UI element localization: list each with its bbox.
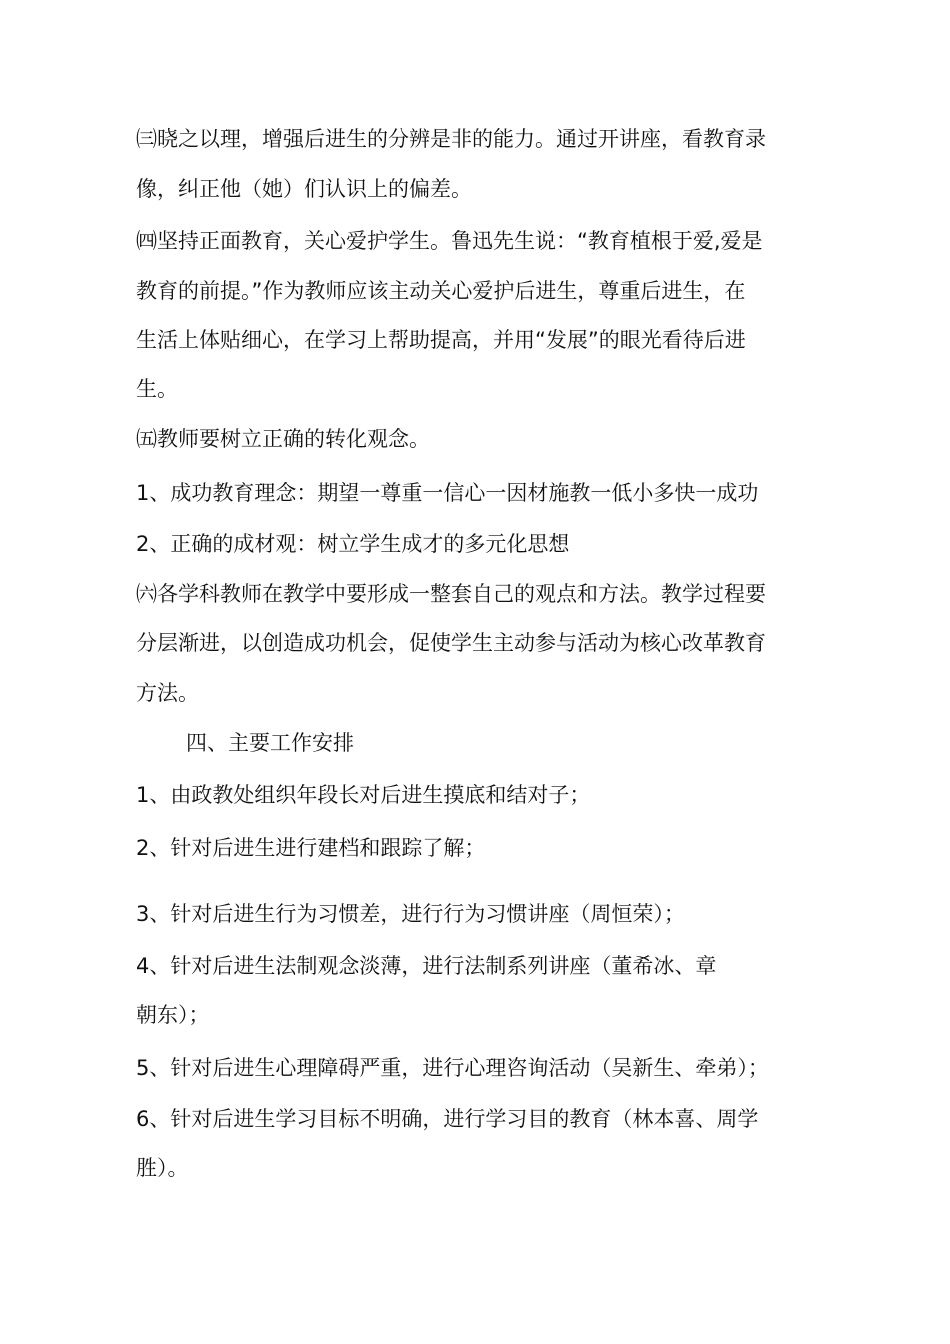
paragraph-5-line-1: ㈤教师要树立正确的转化观念。: [136, 427, 430, 451]
paragraph-6-line-3: 方法。: [136, 681, 199, 705]
work-item-4-line-2: 朝东）；: [136, 1003, 210, 1027]
work-item-1: 1、由政教处组织年段长对后进生摸底和结对子；: [136, 783, 591, 807]
list-item-talent-view: 2、正确的成材观：树立学生成才的多元化思想: [136, 532, 570, 556]
paragraph-3-line-1: ㈢晓之以理，增强后进生的分辨是非的能力。通过开讲座，看教育录: [136, 127, 766, 151]
work-item-4-line-1: 4、针对后进生法制观念淡薄，进行法制系列讲座（董希冰、章: [136, 954, 717, 978]
paragraph-4-line-4: 生。: [136, 377, 178, 401]
work-item-6-line-2: 胜）。: [136, 1156, 189, 1180]
paragraph-6-line-2: 分层渐进，以创造成功机会，促使学生主动参与活动为核心改革教育: [136, 631, 766, 655]
work-item-2: 2、针对后进生进行建档和跟踪了解；: [136, 836, 486, 860]
work-item-5: 5、针对后进生心理障碍严重，进行心理咨询活动（吴新生、牵弟）；: [136, 1056, 769, 1080]
paragraph-3-line-2: 像，纠正他（她）们认识上的偏差。: [136, 177, 472, 201]
paragraph-4-line-1: ㈣坚持正面教育，关心爱护学生。鲁迅先生说：“教育植根于爱,爱是: [136, 229, 763, 253]
list-item-success-education: 1、成功教育理念：期望一尊重一信心一因材施教一低小多快一成功: [136, 481, 759, 505]
paragraph-6-line-1: ㈥各学科教师在教学中要形成一整套自己的观点和方法。教学过程要: [136, 582, 766, 606]
paragraph-4-line-3: 生活上体贴细心，在学习上帮助提高，并用“发展”的眼光看待后进: [136, 328, 746, 352]
work-item-3: 3、针对后进生行为习惯差，进行行为习惯讲座（周恒荣）；: [136, 902, 685, 926]
work-item-6-line-1: 6、针对后进生学习目标不明确，进行学习目的教育（林本喜、周学: [136, 1107, 759, 1131]
section-heading: 四、主要工作安排: [186, 731, 354, 755]
paragraph-4-line-2: 教育的前提。”作为教师应该主动关心爱护后进生，尊重后进生，在: [136, 279, 746, 303]
